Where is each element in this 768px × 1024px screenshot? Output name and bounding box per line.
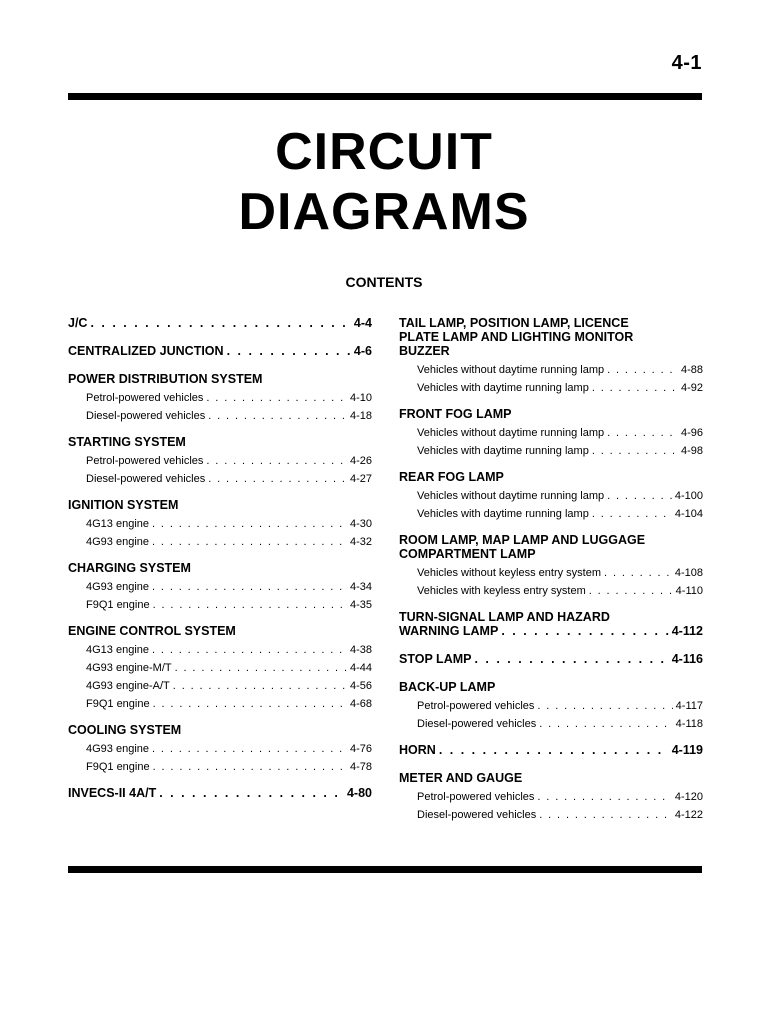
entry-page-number: 4-100 (674, 490, 703, 502)
entry-label: Petrol-powered vehicles (417, 791, 535, 803)
section-title: METER AND GAUGE (399, 771, 523, 785)
contents-entry (86, 533, 372, 551)
entry-page-number: 4-98 (680, 445, 703, 457)
section-title: WARNING LAMP (399, 624, 499, 638)
entry-page-number: 4-26 (349, 455, 372, 467)
dot-leader (592, 505, 672, 523)
contents-entry (417, 442, 703, 460)
dot-leader (589, 582, 673, 600)
dot-leader (607, 424, 678, 442)
contents-section (399, 470, 703, 523)
title-line-2: DIAGRAMS (238, 183, 530, 241)
entry-page-number: 4-92 (680, 382, 703, 394)
entry-page-number: 4-78 (349, 761, 372, 773)
contents-section (399, 771, 703, 824)
contents-section (68, 435, 372, 488)
entry-label: Petrol-powered vehicles (417, 700, 535, 712)
dot-leader (152, 740, 347, 758)
section-title: STARTING SYSTEM (68, 435, 186, 449)
contents-entry (417, 361, 703, 379)
section-heading (399, 771, 703, 785)
section-heading (399, 743, 703, 757)
section-page-number: 4-4 (353, 316, 372, 330)
section-page-number: 4-119 (671, 743, 703, 757)
entry-page-number: 4-122 (674, 809, 703, 821)
entry-page-number: 4-34 (349, 581, 372, 593)
section-title: BUZZER (399, 344, 450, 358)
section-heading (399, 470, 703, 484)
entry-label: Diesel-powered vehicles (86, 410, 206, 422)
dot-leader (439, 743, 669, 757)
entry-page-number: 4-44 (349, 662, 372, 674)
contents-entry (86, 758, 372, 776)
dot-leader (474, 652, 668, 666)
contents-entry (86, 515, 372, 533)
dot-leader (152, 578, 347, 596)
section-heading (399, 344, 703, 358)
entry-label: Vehicles without daytime running lamp (417, 364, 605, 376)
section-title: POWER DISTRIBUTION SYSTEM (68, 372, 263, 386)
section-title: TURN-SIGNAL LAMP AND HAZARD (399, 610, 610, 624)
contents-entry (417, 505, 703, 523)
section-title: ROOM LAMP, MAP LAMP AND LUGGAGE (399, 533, 646, 547)
section-heading (68, 498, 372, 512)
contents-section (68, 786, 372, 800)
entry-page-number: 4-117 (675, 700, 703, 712)
top-rule (68, 93, 702, 100)
section-title: INVECS-II 4A/T (68, 786, 157, 800)
entry-label: Vehicles without daytime running lamp (417, 490, 605, 502)
dot-leader (159, 786, 344, 800)
contents-entry (86, 740, 372, 758)
entry-page-number: 4-104 (674, 508, 703, 520)
section-heading (399, 330, 703, 344)
contents-right-column (399, 316, 703, 834)
dot-leader (208, 407, 347, 425)
entry-label: Vehicles without keyless entry system (417, 567, 602, 579)
contents-entry (86, 452, 372, 470)
contents-section (399, 743, 703, 757)
entry-label: 4G93 engine-A/T (86, 680, 170, 692)
section-heading (399, 610, 703, 624)
dot-leader (607, 487, 672, 505)
contents-section (68, 498, 372, 551)
section-title: COOLING SYSTEM (68, 723, 182, 737)
contents-section (68, 372, 372, 425)
section-heading (399, 652, 703, 666)
contents-section (399, 407, 703, 460)
entry-page-number: 4-18 (349, 410, 372, 422)
contents-left-column (68, 316, 372, 814)
section-title: HORN (399, 743, 436, 757)
dot-leader (153, 695, 347, 713)
contents-entry (86, 596, 372, 614)
contents-section (399, 316, 703, 397)
contents-entry (86, 470, 372, 488)
entry-label: 4G93 engine (86, 743, 149, 755)
bottom-rule (68, 866, 702, 873)
dot-leader (592, 442, 678, 460)
contents-entry (86, 641, 372, 659)
section-heading (399, 680, 703, 694)
dot-leader (152, 641, 347, 659)
contents-entry (86, 695, 372, 713)
dot-leader (90, 316, 350, 330)
section-title: STOP LAMP (399, 652, 472, 666)
contents-entry (417, 424, 703, 442)
entry-page-number: 4-68 (349, 698, 372, 710)
contents-entry (86, 407, 372, 425)
section-heading (399, 407, 703, 421)
dot-leader (592, 379, 678, 397)
dot-leader (227, 344, 351, 358)
section-heading (68, 435, 372, 449)
entry-label: 4G93 engine-M/T (86, 662, 172, 674)
page-number: 4-1 (671, 52, 702, 74)
entry-label: F9Q1 engine (86, 761, 150, 773)
contents-entry (417, 806, 703, 824)
section-heading (68, 316, 372, 330)
title-line-1: CIRCUIT (275, 123, 493, 181)
entry-page-number: 4-108 (674, 567, 703, 579)
section-page-number: 4-80 (346, 786, 372, 800)
contents-entry (417, 487, 703, 505)
dot-leader (175, 659, 347, 677)
section-title: CENTRALIZED JUNCTION (68, 344, 224, 358)
entry-label: 4G13 engine (86, 644, 149, 656)
dot-leader (501, 624, 668, 638)
contents-entry (417, 379, 703, 397)
section-heading (68, 624, 372, 638)
entry-page-number: 4-32 (349, 536, 372, 548)
entry-label: Vehicles with daytime running lamp (417, 445, 589, 457)
contents-section (68, 723, 372, 776)
entry-page-number: 4-38 (349, 644, 372, 656)
contents-entry (417, 564, 703, 582)
contents-entry (417, 697, 703, 715)
entry-page-number: 4-56 (349, 680, 372, 692)
entry-label: Diesel-powered vehicles (417, 718, 537, 730)
section-title: TAIL LAMP, POSITION LAMP, LICENCE (399, 316, 629, 330)
entry-label: 4G93 engine (86, 581, 149, 593)
section-heading (68, 344, 372, 358)
entry-label: F9Q1 engine (86, 698, 150, 710)
dot-leader (152, 515, 347, 533)
entry-page-number: 4-76 (349, 743, 372, 755)
entry-label: Diesel-powered vehicles (417, 809, 537, 821)
entry-page-number: 4-96 (680, 427, 703, 439)
section-title: CHARGING SYSTEM (68, 561, 191, 575)
section-page-number: 4-6 (353, 344, 372, 358)
contents-section (399, 533, 703, 600)
dot-leader (153, 758, 347, 776)
dot-leader (208, 470, 347, 488)
section-heading (68, 786, 372, 800)
entry-label: 4G93 engine (86, 536, 149, 548)
contents-entry (86, 389, 372, 407)
contents-section (68, 344, 372, 358)
entry-label: F9Q1 engine (86, 599, 150, 611)
contents-section (399, 610, 703, 638)
entry-label: Petrol-powered vehicles (86, 392, 204, 404)
section-heading (399, 624, 703, 638)
section-heading (399, 533, 703, 547)
entry-page-number: 4-110 (675, 585, 703, 597)
dot-leader (206, 389, 347, 407)
section-title: PLATE LAMP AND LIGHTING MONITOR (399, 330, 634, 344)
contents-entry (86, 659, 372, 677)
entry-label: Vehicles with daytime running lamp (417, 508, 589, 520)
contents-entry (86, 578, 372, 596)
page-title (0, 122, 768, 242)
contents-section (68, 561, 372, 614)
section-title: REAR FOG LAMP (399, 470, 504, 484)
entry-page-number: 4-30 (349, 518, 372, 530)
section-title: FRONT FOG LAMP (399, 407, 512, 421)
dot-leader (206, 452, 347, 470)
section-page-number: 4-112 (671, 624, 703, 638)
contents-heading: CONTENTS (345, 274, 423, 290)
contents-entry (417, 582, 703, 600)
dot-leader (607, 361, 678, 379)
entry-label: Vehicles without daytime running lamp (417, 427, 605, 439)
contents-entry (86, 677, 372, 695)
dot-leader (537, 788, 671, 806)
entry-label: Vehicles with daytime running lamp (417, 382, 589, 394)
entry-page-number: 4-88 (680, 364, 703, 376)
entry-label: 4G13 engine (86, 518, 149, 530)
section-title: COMPARTMENT LAMP (399, 547, 536, 561)
contents-section (68, 624, 372, 713)
section-title: IGNITION SYSTEM (68, 498, 179, 512)
entry-label: Vehicles with keyless entry system (417, 585, 586, 597)
section-heading (399, 547, 703, 561)
dot-leader (173, 677, 347, 695)
entry-page-number: 4-27 (349, 473, 372, 485)
entry-page-number: 4-35 (349, 599, 372, 611)
dot-leader (152, 533, 347, 551)
contents-entry (417, 788, 703, 806)
dot-leader (537, 697, 672, 715)
contents-section (399, 680, 703, 733)
section-heading (399, 316, 703, 330)
dot-leader (604, 564, 672, 582)
contents-section (399, 652, 703, 666)
dot-leader (539, 806, 672, 824)
dot-leader (153, 596, 347, 614)
section-heading (68, 723, 372, 737)
section-title: ENGINE CONTROL SYSTEM (68, 624, 236, 638)
section-heading (68, 561, 372, 575)
dot-leader (539, 715, 672, 733)
entry-page-number: 4-120 (674, 791, 703, 803)
entry-page-number: 4-118 (675, 718, 703, 730)
section-page-number: 4-116 (671, 652, 703, 666)
section-heading (68, 372, 372, 386)
contents-section (68, 316, 372, 330)
section-title: J/C (68, 316, 88, 330)
entry-label: Petrol-powered vehicles (86, 455, 204, 467)
entry-page-number: 4-10 (349, 392, 372, 404)
contents-entry (417, 715, 703, 733)
section-title: BACK-UP LAMP (399, 680, 496, 694)
entry-label: Diesel-powered vehicles (86, 473, 206, 485)
